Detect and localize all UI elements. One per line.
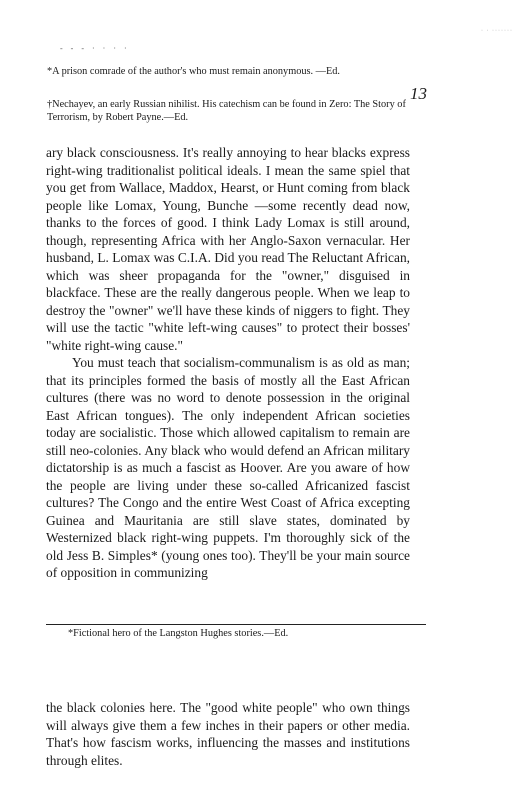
footnote-anonymous-comrade: *A prison comrade of the author's who must remain anonymous. —Ed. [47, 66, 340, 77]
paragraph-continuation: the black colonies here. The "good white people" who own things will always give them a few inches in their papers or other media. That's how fascism works, influencing the masses and institutions through elites. [46, 700, 410, 768]
footnote-nechayev: †Nechayev, an early Russian nihilist. His catechism can be found in Zero: The Story of Terrorism, by Robert Payne.—Ed. [47, 99, 406, 123]
scan-edge-mark: · · ······· [481, 28, 513, 34]
continuation-text [46, 699, 410, 769]
footnote-jess-b-simple: *Fictional hero of the Langston Hughes stories.—Ed. [68, 628, 289, 639]
paragraph-socialism-communalism: You must teach that socialism-communalism is as old as man; that its principles formed the basis of mostly all the East African cultures (there was no word to denote possession in the original East African tongues). The only independent African societies today are socialistic. Those which allowed capitalism to remain are still neo-colonies. Any black who would defend an African military dictatorship is as much a fascist as Hoover. Are you aware of how the people are living under these so-called Africanized fascist cultures? The Congo and the entire West Coast of Africa excepting Guinea and Mauritania are still slave states, dominated by Westernized black right-wing puppets. I'm thoroughly sick of the old Jess B. Simples* (young ones too). They'll be your main source of opposition in communizing [46, 355, 410, 580]
page-number: 13 [410, 84, 427, 103]
paragraph-black-consciousness: ary black consciousness. It's really annoying to hear blacks express right-wing traditionalist political ideals. I mean the same spiel that you get from Wallace, Maddox, Hearst, or Hunt coming from black people like Lomax, Young, Bunche —some recently dead now, thanks to the forces of good. I think Lady Lomax is still around, though, representing Africa with her Anglo-Saxon vernacular. Her husband, L. Lomax was C.I.A. Did you read The Reluctant African, which was sheer propaganda for the "owner," disguised in blackface. These are the really dangerous people. When we leap to destroy the "owner" we'll have these kinds of niggers to fight. They will use the tactic "white left-wing causes" to protect their bosses' "white right-wing cause." [46, 145, 410, 353]
cropped-header-fragment: - - - · · · · [60, 44, 130, 53]
footnote-divider [46, 624, 426, 625]
main-text [46, 144, 410, 582]
